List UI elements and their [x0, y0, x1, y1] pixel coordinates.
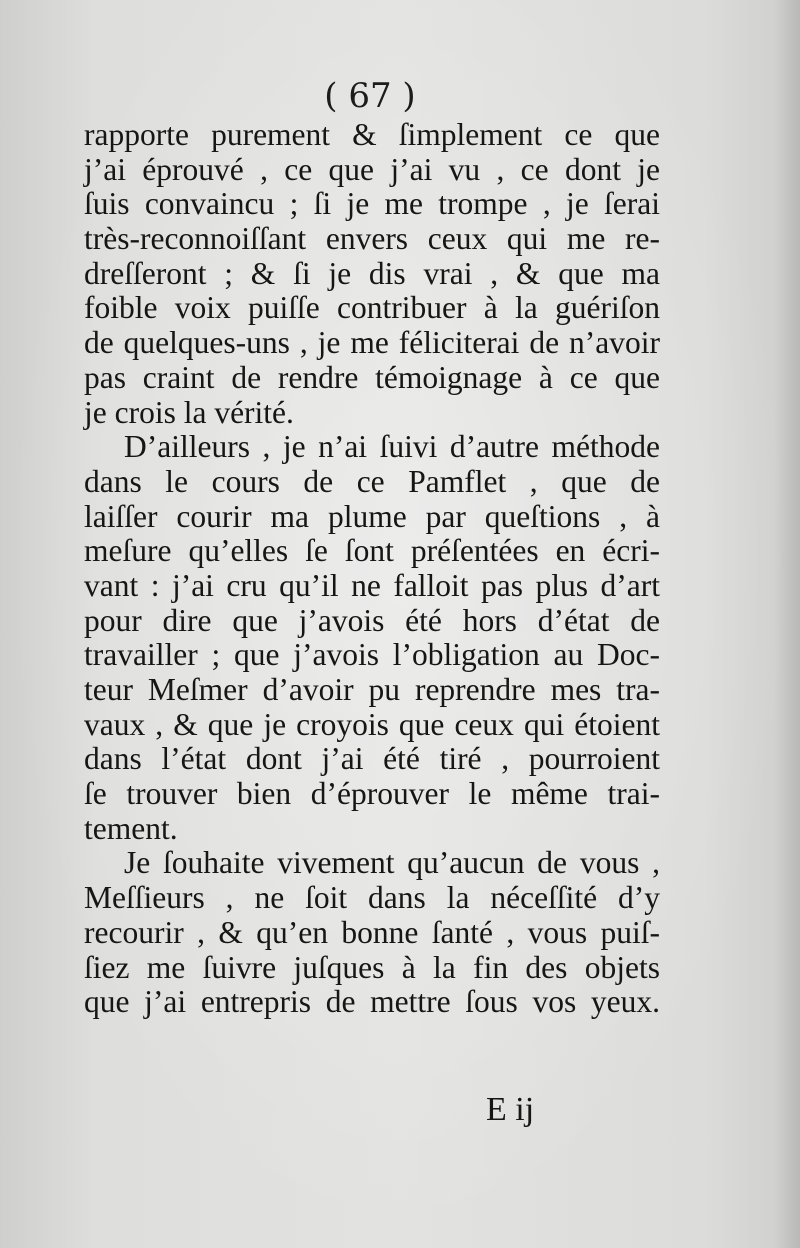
- text-line: vant : j’ai cru qu’il ne falloit pas plus d’art: [84, 567, 660, 603]
- paragraph-1: [84, 118, 660, 430]
- text-line: vaux , & que je croyois que ceux qui étoient: [84, 706, 660, 742]
- text-line: meſure qu’elles ſe ſont préſentées en écri-: [84, 533, 660, 569]
- text-line: tement.: [84, 810, 178, 846]
- text-line: pour dire que j’avois été hors d’état de: [84, 602, 660, 638]
- text-line: Je ſouhaite vivement qu’aucun de vous ,: [124, 845, 660, 881]
- text-line: D’ailleurs , je n’ai ſuivi d’autre méthode: [124, 429, 660, 465]
- text-line: ſuis convaincu ; ſi je me trompe , je ſerai: [84, 186, 660, 222]
- paragraph-2: [84, 430, 660, 846]
- text-line: je crois la vérité.: [84, 394, 294, 430]
- text-line: de quelques-uns , je me féliciterai de n’avoir: [84, 325, 660, 361]
- body-text: [84, 118, 660, 1020]
- text-line: dans l’état dont j’ai été tiré , pourroient: [84, 741, 660, 777]
- text-line: recourir , & qu’en bonne ſanté , vous puiſ-: [84, 914, 660, 950]
- text-line: teur Meſmer d’avoir pu reprendre mes tra-: [84, 672, 660, 707]
- text-line: dreſſeront ; & ſi je dis vrai , & que ma: [84, 255, 660, 291]
- text-line: j’ai éprouvé , ce que j’ai vu , ce dont je: [84, 151, 660, 187]
- text-line: travailler ; que j’avois l’obligation au Doc-: [84, 637, 660, 673]
- signature-mark: E ij: [486, 1091, 535, 1128]
- text-line: pas craint de rendre témoignage à ce que: [84, 359, 660, 395]
- page-edge-shadow: [774, 0, 800, 1248]
- text-line: très-reconnoiſſant envers ceux qui me re-: [84, 221, 660, 257]
- paragraph-3: [84, 846, 660, 1019]
- text-line: foible voix puiſſe contribuer à la guériſon: [84, 290, 660, 326]
- text-line: ſiez me ſuivre juſques à la fin des objets: [84, 949, 660, 985]
- text-line: que j’ai entrepris de mettre ſous vos yeux.: [84, 984, 660, 1020]
- text-line: laiſſer courir ma plume par queſtions , à: [84, 498, 660, 534]
- text-line: dans le cours de ce Pamflet , que de: [84, 463, 660, 499]
- text-line: Meſſieurs , ne ſoit dans la néceſſité d’y: [84, 880, 660, 916]
- text-line: ſe trouver bien d’éprouver le même trai-: [84, 776, 660, 812]
- text-line: rapporte purement & ſimplement ce que: [84, 117, 660, 152]
- page-number: ( 67 ): [324, 76, 416, 116]
